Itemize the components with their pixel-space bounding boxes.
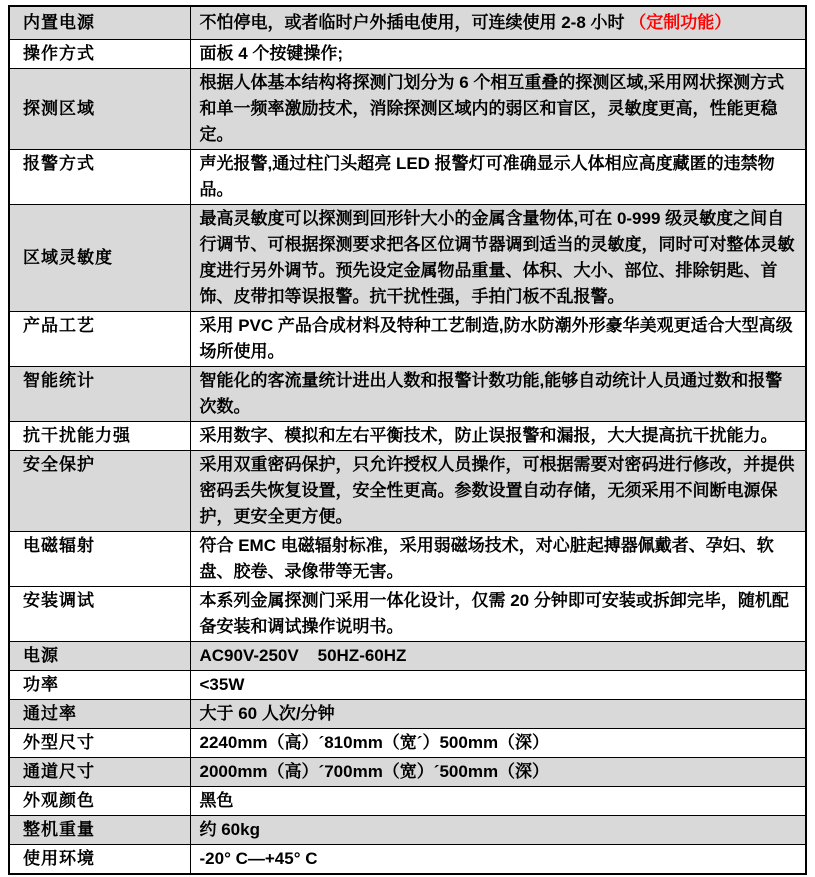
- table-row: [9, 422, 806, 451]
- spec-value-text: 采用 PVC 产品合成材料及特种工艺制造,防水防潮外形豪华美观更适合大型高级场所使用。: [199, 316, 793, 361]
- spec-value-cell: [190, 816, 806, 845]
- spec-value-text: 根据人体基本结构将探测门划分为 6 个相互重叠的探测区域,采用网状探测方式和单一频率激励技术，消除探测区域内的弱区和盲区，灵敏度更高，性能更稳定。: [199, 73, 785, 144]
- table-row: [9, 700, 806, 729]
- table-row: [9, 671, 806, 700]
- spec-value-cell: [190, 700, 806, 729]
- spec-label-cell: 区域灵敏度: [9, 205, 190, 312]
- spec-value-cell: [190, 845, 806, 875]
- spec-table: [8, 5, 807, 875]
- spec-value-cell: [190, 729, 806, 758]
- spec-value-text: 不怕停电，或者临时户外插电使用，可连续使用 2-8 小时: [199, 13, 630, 32]
- spec-value-text: 采用数字、模拟和左右平衡技术，防止误报警和漏报，大大提高抗干扰能力。: [199, 426, 778, 445]
- table-row: [9, 729, 806, 758]
- table-row: [9, 205, 806, 312]
- spec-value-cell: [190, 367, 806, 422]
- table-row: [9, 845, 806, 875]
- spec-label-cell: 抗干扰能力强: [9, 422, 190, 451]
- spec-value-cell: [190, 451, 806, 532]
- spec-value-text: 面板 4 个按键操作;: [199, 44, 344, 63]
- spec-value-text: 最高灵敏度可以探测到回形针大小的金属含量物体,可在 0-999 级灵敏度之间自行调节、可根据探测要求把各区位调节器调到适当的灵敏度，同时可对整体灵敏度进行另外调节。预先设定金属物品重量、体积、大小、部位、排除钥匙、首饰、皮带扣等误报警。抗干扰性强，手拍门板不乱报警。: [199, 209, 795, 306]
- spec-label-cell: 电磁辐射: [9, 532, 190, 587]
- spec-label-cell: 整机重量: [9, 816, 190, 845]
- table-row: [9, 150, 806, 205]
- spec-label-cell: 报警方式: [9, 150, 190, 205]
- spec-label-cell: 产品工艺: [9, 312, 190, 367]
- spec-value-cell: [190, 205, 806, 312]
- spec-label-cell: 智能统计: [9, 367, 190, 422]
- table-row: [9, 312, 806, 367]
- spec-label-cell: 探测区域: [9, 69, 190, 150]
- table-row: [9, 6, 806, 40]
- spec-label-cell: 安全保护: [9, 451, 190, 532]
- spec-value-text: -20° C—+45° C: [199, 849, 318, 868]
- spec-value-cell: [190, 587, 806, 642]
- table-row: [9, 367, 806, 422]
- spec-value-cell: [190, 671, 806, 700]
- table-row: [9, 587, 806, 642]
- spec-label-cell: 功率: [9, 671, 190, 700]
- spec-value-cell: [190, 40, 806, 69]
- table-row: [9, 532, 806, 587]
- spec-value-cell: [190, 758, 806, 787]
- spec-value-text: 符合 EMC 电磁辐射标准，采用弱磁场技术，对心脏起搏器佩戴者、孕妇、软盘、胶卷、录像带等无害。: [199, 536, 774, 581]
- spec-value-text: 智能化的客流量统计进出人数和报警计数功能,能够自动统计人员通过数和报警次数。: [199, 371, 783, 416]
- spec-value-text: 2240mm（高）´810mm（宽´）500mm（深）: [199, 733, 550, 752]
- custom-feature-highlight: （定制功能）: [629, 13, 732, 32]
- spec-label-cell: 通道尺寸: [9, 758, 190, 787]
- spec-value-text: AC90V-250V 50HZ-60HZ: [199, 646, 407, 665]
- spec-value-cell: [190, 312, 806, 367]
- spec-label-cell: 使用环境: [9, 845, 190, 875]
- table-row: [9, 758, 806, 787]
- table-row: [9, 816, 806, 845]
- table-row: [9, 69, 806, 150]
- spec-value-cell: [190, 422, 806, 451]
- table-row: [9, 451, 806, 532]
- spec-value-text: 采用双重密码保护，只允许授权人员操作，可根据需要对密码进行修改，并提供密码丢失恢复设置，安全性更高。参数设置自动存储，无须采用不间断电源保护，更安全更方便。: [199, 455, 795, 526]
- spec-label-cell: 外观颜色: [9, 787, 190, 816]
- spec-label-cell: 操作方式: [9, 40, 190, 69]
- spec-value-cell: [190, 6, 806, 40]
- spec-label-cell: 安装调试: [9, 587, 190, 642]
- spec-value-text: 本系列金属探测门采用一体化设计，仅需 20 分钟即可安装或拆卸完毕，随机配备安装和调试操作说明书。: [199, 591, 789, 636]
- spec-value-text: 约 60kg: [199, 820, 260, 839]
- spec-label-cell: 电源: [9, 642, 190, 671]
- spec-value-cell: [190, 69, 806, 150]
- spec-value-cell: [190, 532, 806, 587]
- spec-value-cell: [190, 150, 806, 205]
- table-row: [9, 40, 806, 69]
- spec-label-cell: 通过率: [9, 700, 190, 729]
- spec-value-cell: [190, 642, 806, 671]
- table-row: [9, 787, 806, 816]
- spec-value-text: 声光报警,通过柱门头超亮 LED 报警灯可准确显示人体相应高度藏匿的违禁物品。: [199, 154, 775, 199]
- spec-value-text: 大于 60 人次/分钟: [199, 704, 335, 723]
- spec-value-text: <35W: [199, 675, 245, 694]
- spec-value-text: 2000mm（高）´700mm（宽）´500mm（深）: [199, 762, 550, 781]
- spec-label-cell: 内置电源: [9, 6, 190, 40]
- spec-value-text: 黑色: [199, 791, 234, 810]
- spec-value-cell: [190, 787, 806, 816]
- spec-label-cell: 外型尺寸: [9, 729, 190, 758]
- table-row: [9, 642, 806, 671]
